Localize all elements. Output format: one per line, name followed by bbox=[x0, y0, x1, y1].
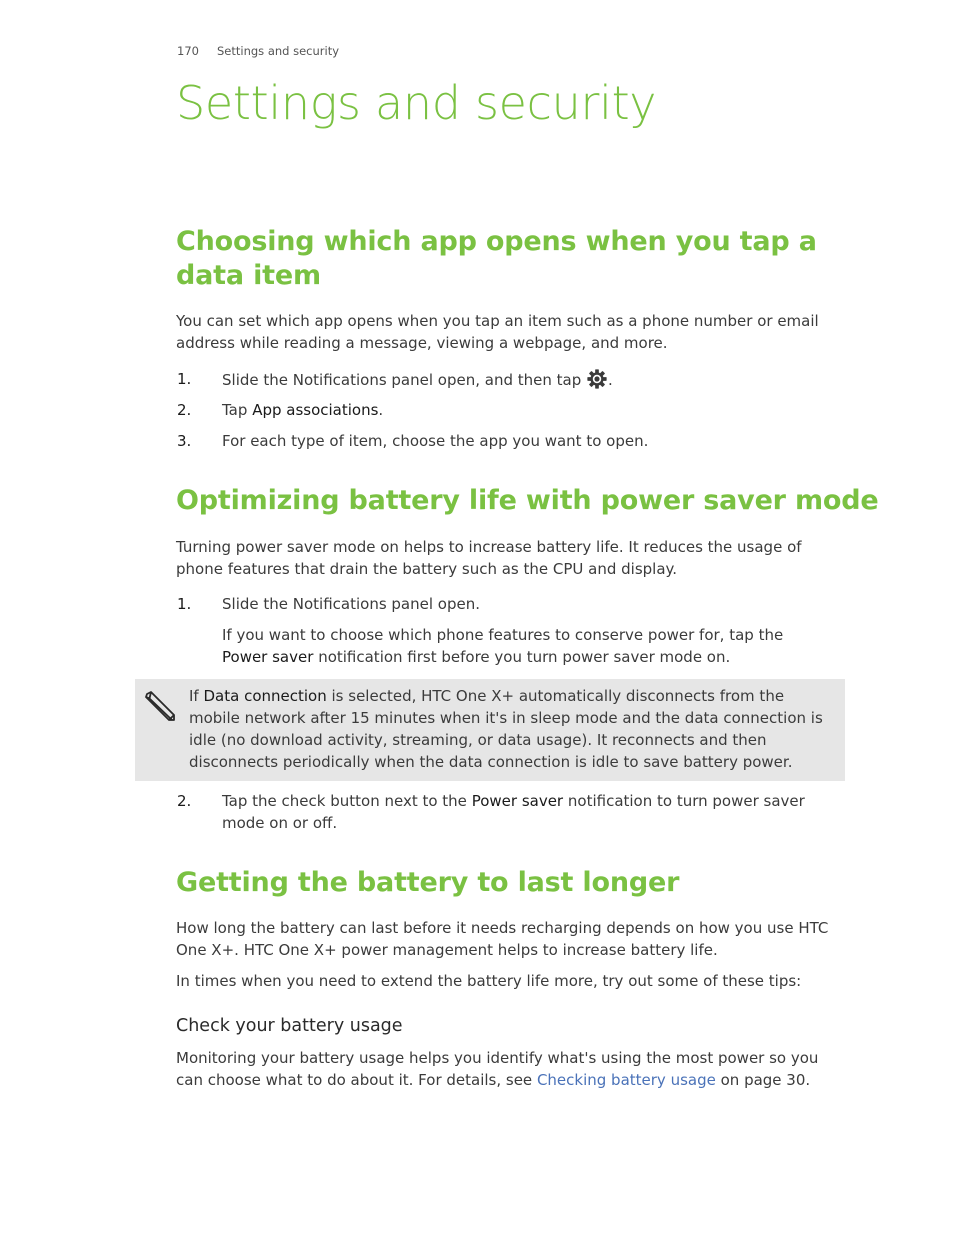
step-number: 1. bbox=[177, 595, 192, 613]
gear-icon bbox=[586, 368, 608, 390]
subheading-battery-usage: Check your battery usage bbox=[176, 1016, 403, 1036]
list-item bbox=[177, 368, 837, 390]
step-text: Slide the Notifications panel open. bbox=[222, 595, 480, 613]
note-text: If Data connection is selected, HTC One X+ automatically disconnects from the mobile network after 15 minutes when it's in sleep mode and the data connection is idle (no download activity, streaming, or data usage). It reconnects and then disconnects periodically when the data connection is idle to save battery power. bbox=[189, 687, 823, 771]
checking-battery-usage-link[interactable]: Checking battery usage bbox=[536, 1071, 716, 1089]
list-item bbox=[177, 790, 837, 834]
step-number: 3. bbox=[177, 432, 192, 450]
section-heading-app-associations: Choosing which app opens when you tap a data item bbox=[176, 226, 817, 291]
section3-paragraph-2: In times when you need to extend the battery life more, try out some of these tips: bbox=[176, 972, 802, 990]
section3-paragraph-3: Monitoring your battery usage helps you identify what's using the most power so you can choose what to do about it. For details, see Checking battery usage on page 30. bbox=[176, 1049, 819, 1089]
section-heading-battery-longer: Getting the battery to last longer bbox=[176, 867, 680, 898]
pencil-icon bbox=[143, 689, 177, 723]
list-item bbox=[177, 399, 837, 421]
step-text: Tap App associations. bbox=[222, 401, 384, 419]
step-text: For each type of item, choose the app you want to open. bbox=[222, 432, 649, 450]
page-header bbox=[177, 44, 339, 58]
page-number: 170 bbox=[177, 44, 199, 58]
page-title: Settings and security bbox=[176, 76, 657, 130]
step-text: Tap the check button next to the Power saver notification to turn power saver mode on or off. bbox=[222, 792, 805, 832]
step-subtext: If you want to choose which phone features to conserve power for, tap the Power saver notification first before you turn power saver mode on. bbox=[222, 626, 784, 666]
section3-paragraph-1: How long the battery can last before it needs recharging depends on how you use HTC One X+. HTC One X+ power management helps to increase battery life. bbox=[176, 919, 829, 959]
note-box bbox=[135, 679, 845, 781]
section1-intro: You can set which app opens when you tap an item such as a phone number or email address while reading a message, viewing a webpage, and more. bbox=[176, 312, 819, 352]
list-item bbox=[177, 593, 837, 615]
step-number: 1. bbox=[177, 370, 192, 388]
section2-intro: Turning power saver mode on helps to increase battery life. It reduces the usage of phone features that drain the battery such as the CPU and display. bbox=[176, 538, 802, 578]
header-section: Settings and security bbox=[217, 44, 340, 58]
step-number: 2. bbox=[177, 792, 192, 810]
step-number: 2. bbox=[177, 401, 192, 419]
section-heading-power-saver: Optimizing battery life with power saver mode bbox=[176, 485, 879, 516]
list-item bbox=[177, 430, 837, 452]
step-text: Slide the Notifications panel open, and then tap . bbox=[222, 368, 837, 391]
